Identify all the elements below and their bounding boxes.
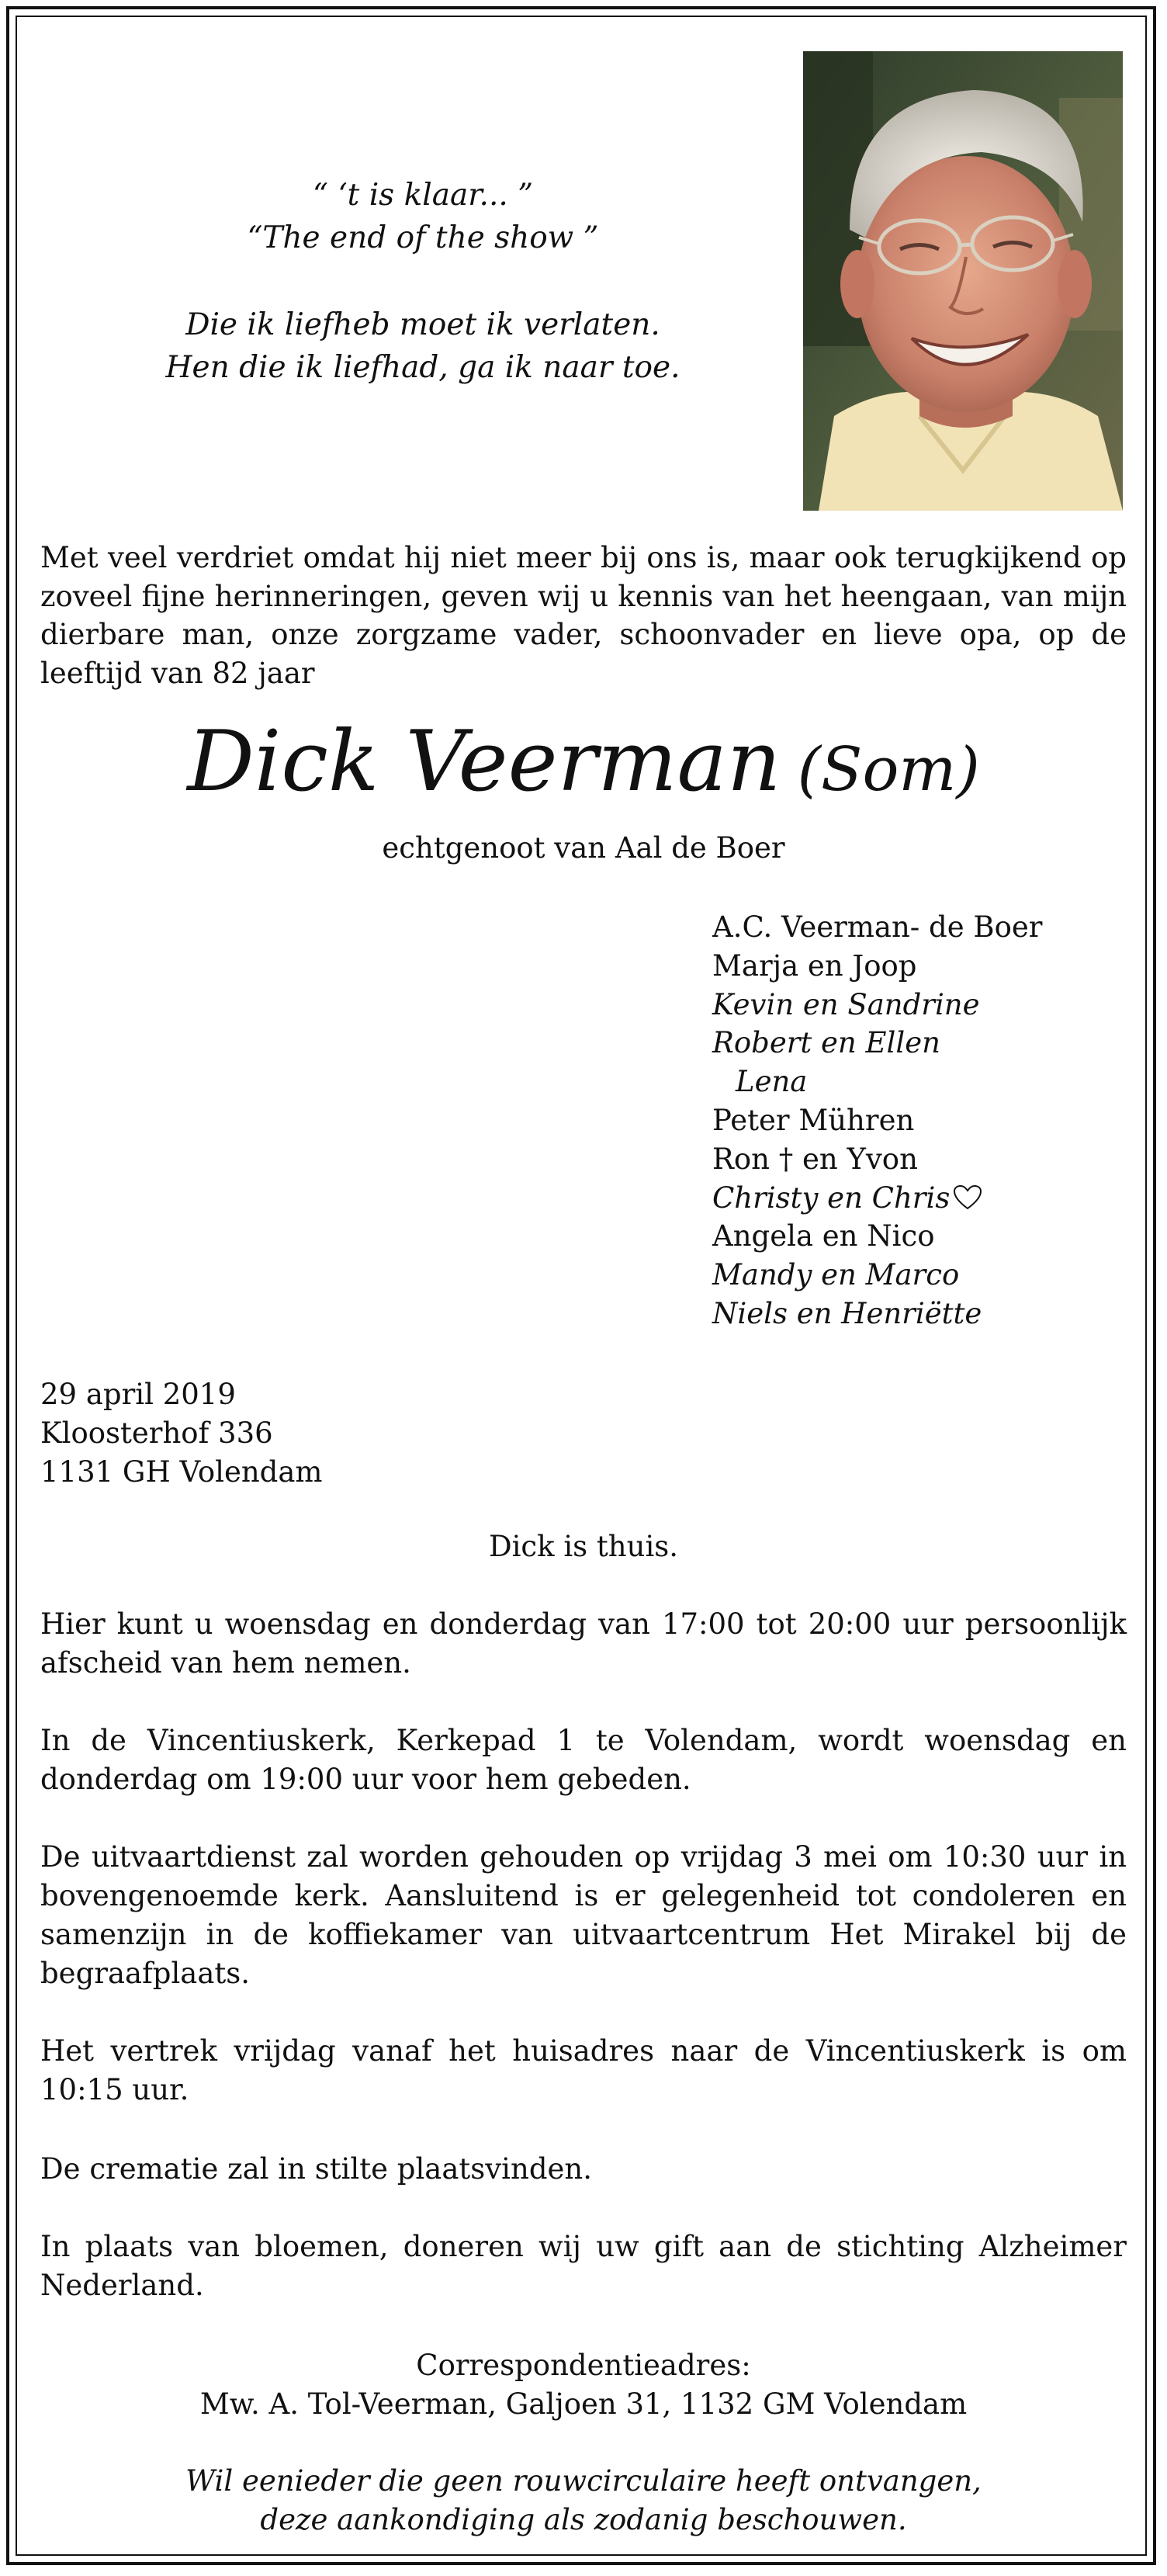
portrait-photo [803,51,1123,511]
family-member: Robert en Ellen [712,1026,940,1060]
family-member: Peter Mühren [712,1103,915,1137]
deceased-nickname: (Som) [797,735,980,805]
family-member-heart [712,1179,1131,1218]
heart-icon [953,1184,982,1211]
family-member: Niels en Henriëtte [712,1296,982,1330]
home-address [40,1375,584,1492]
poem-line: “The end of the show ” [247,220,599,255]
family-member: A.C. Veerman- de Boer [712,910,1043,944]
family-member: Christy en Chris [712,1181,951,1215]
poem-line: Die ik liefheb moet ik verlaten. [185,307,660,342]
deceased-full-name: Dick Veerman [187,713,781,810]
family-member: Angela en Nico [712,1219,935,1253]
poem [155,174,691,389]
closing-line: Wil eenieder die geen rouwcirculaire heeft ontvangen, [185,2464,982,2498]
prayer-paragraph: In de Vincentiuskerk, Kerkepad 1 te Volendam, wordt woensdag en donderdag om 19:00 uur voor hem gebeden. [40,1724,1127,1796]
donation-paragraph: In plaats van bloemen, doneren wij uw gift aan de stichting Alzheimer Nederland. [40,2230,1127,2302]
family-member: Ron † en Yvon [712,1142,918,1176]
poem-line: “ ‘t is klaar... ” [312,178,534,213]
home-note: Dick is thuis. [488,1530,679,1563]
cremation-paragraph: De crematie zal in stilte plaatsvinden. [40,2152,592,2186]
family-member: Mandy en Marco [712,1258,960,1292]
poem-line: Hen die ik liefhad, ga ik naar toe. [165,350,680,385]
family-member: Marja en Joop [712,948,917,983]
departure-paragraph: Het vertrek vrijdag vanaf het huisadres naar de Vincentiuskerk is om 10:15 uur. [40,2034,1127,2106]
correspondence-label: Correspondentieadres: [416,2349,751,2382]
spouse-line: echtgenoot van Aal de Boer [382,831,785,865]
address-street: Kloosterhof 336 [40,1416,273,1450]
portrait-illustration [803,51,1123,511]
address-date: 29 april 2019 [40,1378,236,1411]
intro-paragraph: Met veel verdriet omdat hij niet meer bij ons is, maar ook terugkijkend op zoveel fijne herinneringen, geven wij u kennis van het heengaan, van mijn dierbare man, onze zorgzame vader, schoonvader en lieve opa, op de leeftijd van 82 jaar [40,541,1127,690]
visiting-paragraph: Hier kunt u woensdag en donderdag van 17:00 tot 20:00 uur persoonlijk afscheid van hem nemen. [40,1607,1127,1680]
closing-line: deze aankondiging als zodanig beschouwen. [260,2503,907,2536]
address-city: 1131 GH Volendam [40,1455,323,1489]
correspondence-address: Mw. A. Tol-Veerman, Galjoen 31, 1132 GM Volendam [199,2387,968,2421]
family-member: Lena [736,1065,808,1099]
deceased-name [0,699,1167,830]
family-list [712,908,1131,1333]
svg-text:Dick Veerman (Som) [185,713,980,810]
service-paragraph: De uitvaartdienst zal worden gehouden op vrijdag 3 mei om 10:30 uur in bovengenoemde kerk. Aansluitend is er gelegenheid tot condoleren en samenzijn in de koffiekamer van uitvaartcentrum Het Mirakel bij de begraafplaats. [40,1840,1127,1990]
family-member: Kevin en Sandrine [712,987,980,1021]
